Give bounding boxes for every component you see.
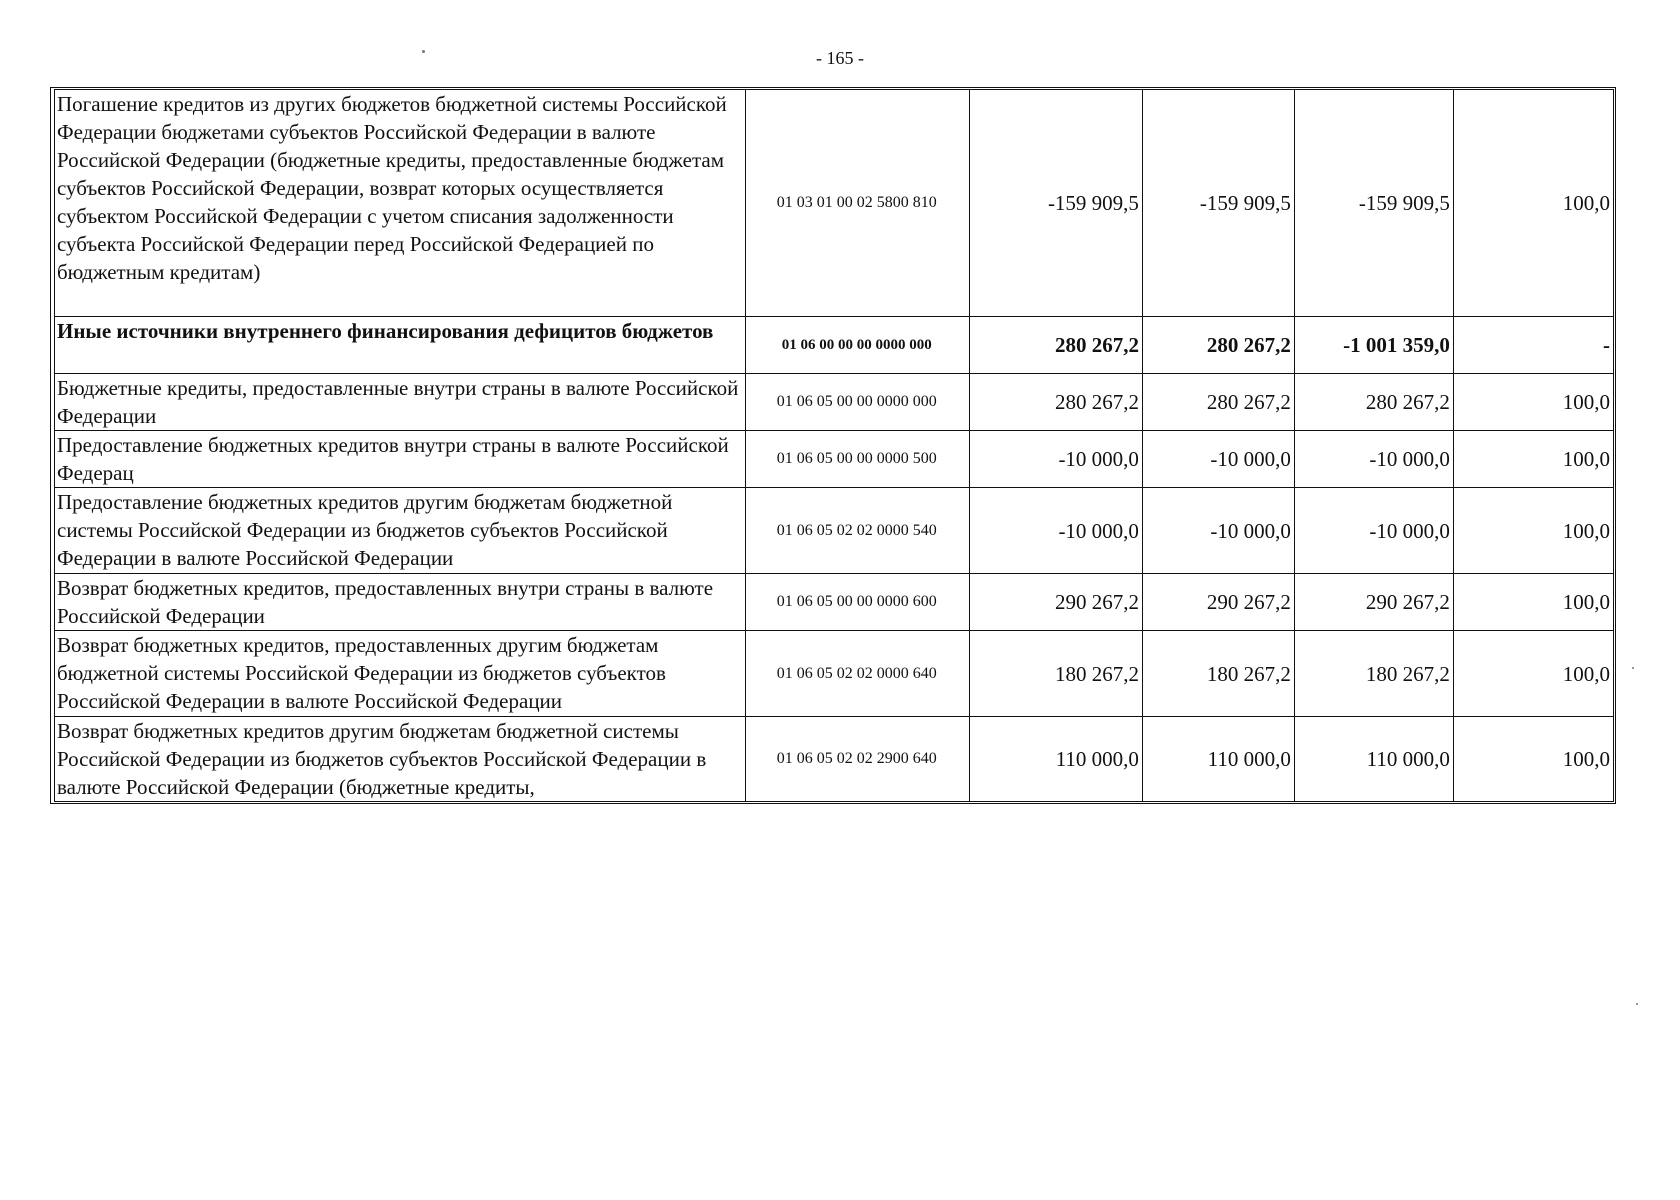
row-code: 01 06 05 00 00 0000 000 bbox=[745, 374, 969, 431]
row-percent: 100,0 bbox=[1453, 717, 1613, 802]
row-percent: 100,0 bbox=[1453, 574, 1613, 631]
row-code: 01 06 00 00 00 0000 000 bbox=[745, 317, 969, 374]
row-value-3: 110 000,0 bbox=[1294, 717, 1453, 802]
row-name: Возврат бюджетных кредитов, предоставленных внутри страны в валюте Российской Федерации bbox=[55, 574, 746, 631]
row-name: Предоставление бюджетных кредитов внутри страны в валюте Российской Федерац bbox=[55, 431, 746, 488]
table-row bbox=[55, 90, 1614, 317]
row-value-1: -10 000,0 bbox=[969, 488, 1142, 574]
scan-speck bbox=[1636, 1003, 1638, 1005]
row-percent: 100,0 bbox=[1453, 431, 1613, 488]
row-value-2: -10 000,0 bbox=[1142, 488, 1294, 574]
row-name: Бюджетные кредиты, предоставленные внутри страны в валюте Российской Федерации bbox=[55, 374, 746, 431]
row-value-1: 290 267,2 bbox=[969, 574, 1142, 631]
scan-speck bbox=[422, 50, 425, 53]
row-code: 01 03 01 00 02 5800 810 bbox=[745, 90, 969, 317]
row-value-3: -10 000,0 bbox=[1294, 431, 1453, 488]
row-percent: 100,0 bbox=[1453, 488, 1613, 574]
page-number: - 165 - bbox=[816, 48, 864, 68]
row-percent: 100,0 bbox=[1453, 90, 1613, 317]
row-percent: - bbox=[1453, 317, 1613, 374]
row-value-1: 110 000,0 bbox=[969, 717, 1142, 802]
row-value-1: -159 909,5 bbox=[969, 90, 1142, 317]
financing-sources-table-frame bbox=[50, 87, 1616, 804]
row-value-3: 180 267,2 bbox=[1294, 631, 1453, 717]
row-value-2: 180 267,2 bbox=[1142, 631, 1294, 717]
row-name: Возврат бюджетных кредитов, предоставленных другим бюджетам бюджетной системы Российской Федерации из бюджетов субъектов Российской Федерации в валюте Российской Федерации bbox=[55, 631, 746, 717]
row-value-1: 280 267,2 bbox=[969, 374, 1142, 431]
row-name: Возврат бюджетных кредитов другим бюджетам бюджетной системы Российской Федерации из бюджетов субъектов Российской Федерации в валюте Российской Федерации (бюджетные кредиты, bbox=[55, 717, 746, 802]
row-value-3: -1 001 359,0 bbox=[1294, 317, 1453, 374]
row-value-3: 280 267,2 bbox=[1294, 374, 1453, 431]
row-value-3: -159 909,5 bbox=[1294, 90, 1453, 317]
row-name: Предоставление бюджетных кредитов другим бюджетам бюджетной системы Российской Федерации из бюджетов субъектов Российской Федерации в валюте Российской Федерации bbox=[55, 488, 746, 574]
row-value-1: 180 267,2 bbox=[969, 631, 1142, 717]
row-code: 01 06 05 00 00 0000 600 bbox=[745, 574, 969, 631]
row-name: Погашение кредитов из других бюджетов бюджетной системы Российской Федерации бюджетами субъектов Российской Федерации в валюте Российской Федерации (бюджетные кредиты, предоставленные бюджетам субъектов Российской Федерации, возврат которых осуществляется субъектом Российской Федерации с учетом списания задолженности субъекта Российской Федерации перед Российской Федерацией по бюджетным кредитам) bbox=[55, 90, 746, 317]
row-value-2: -10 000,0 bbox=[1142, 431, 1294, 488]
row-code: 01 06 05 02 02 0000 540 bbox=[745, 488, 969, 574]
row-percent: 100,0 bbox=[1453, 631, 1613, 717]
financing-sources-table bbox=[54, 89, 1614, 802]
row-percent: 100,0 bbox=[1453, 374, 1613, 431]
table-row bbox=[55, 488, 1614, 574]
table-row bbox=[55, 717, 1614, 802]
table-row bbox=[55, 631, 1614, 717]
row-value-1: 280 267,2 bbox=[969, 317, 1142, 374]
row-value-2: -159 909,5 bbox=[1142, 90, 1294, 317]
row-code: 01 06 05 02 02 0000 640 bbox=[745, 631, 969, 717]
row-code: 01 06 05 00 00 0000 500 bbox=[745, 431, 969, 488]
table-row bbox=[55, 317, 1614, 374]
table-row bbox=[55, 574, 1614, 631]
row-value-3: 290 267,2 bbox=[1294, 574, 1453, 631]
row-value-2: 290 267,2 bbox=[1142, 574, 1294, 631]
row-value-1: -10 000,0 bbox=[969, 431, 1142, 488]
row-code: 01 06 05 02 02 2900 640 bbox=[745, 717, 969, 802]
table-row bbox=[55, 374, 1614, 431]
row-name: Иные источники внутреннего финансирования дефицитов бюджетов bbox=[55, 317, 746, 374]
table-row bbox=[55, 431, 1614, 488]
scan-speck bbox=[1632, 667, 1634, 669]
row-value-3: -10 000,0 bbox=[1294, 488, 1453, 574]
row-value-2: 280 267,2 bbox=[1142, 374, 1294, 431]
row-value-2: 280 267,2 bbox=[1142, 317, 1294, 374]
row-value-2: 110 000,0 bbox=[1142, 717, 1294, 802]
